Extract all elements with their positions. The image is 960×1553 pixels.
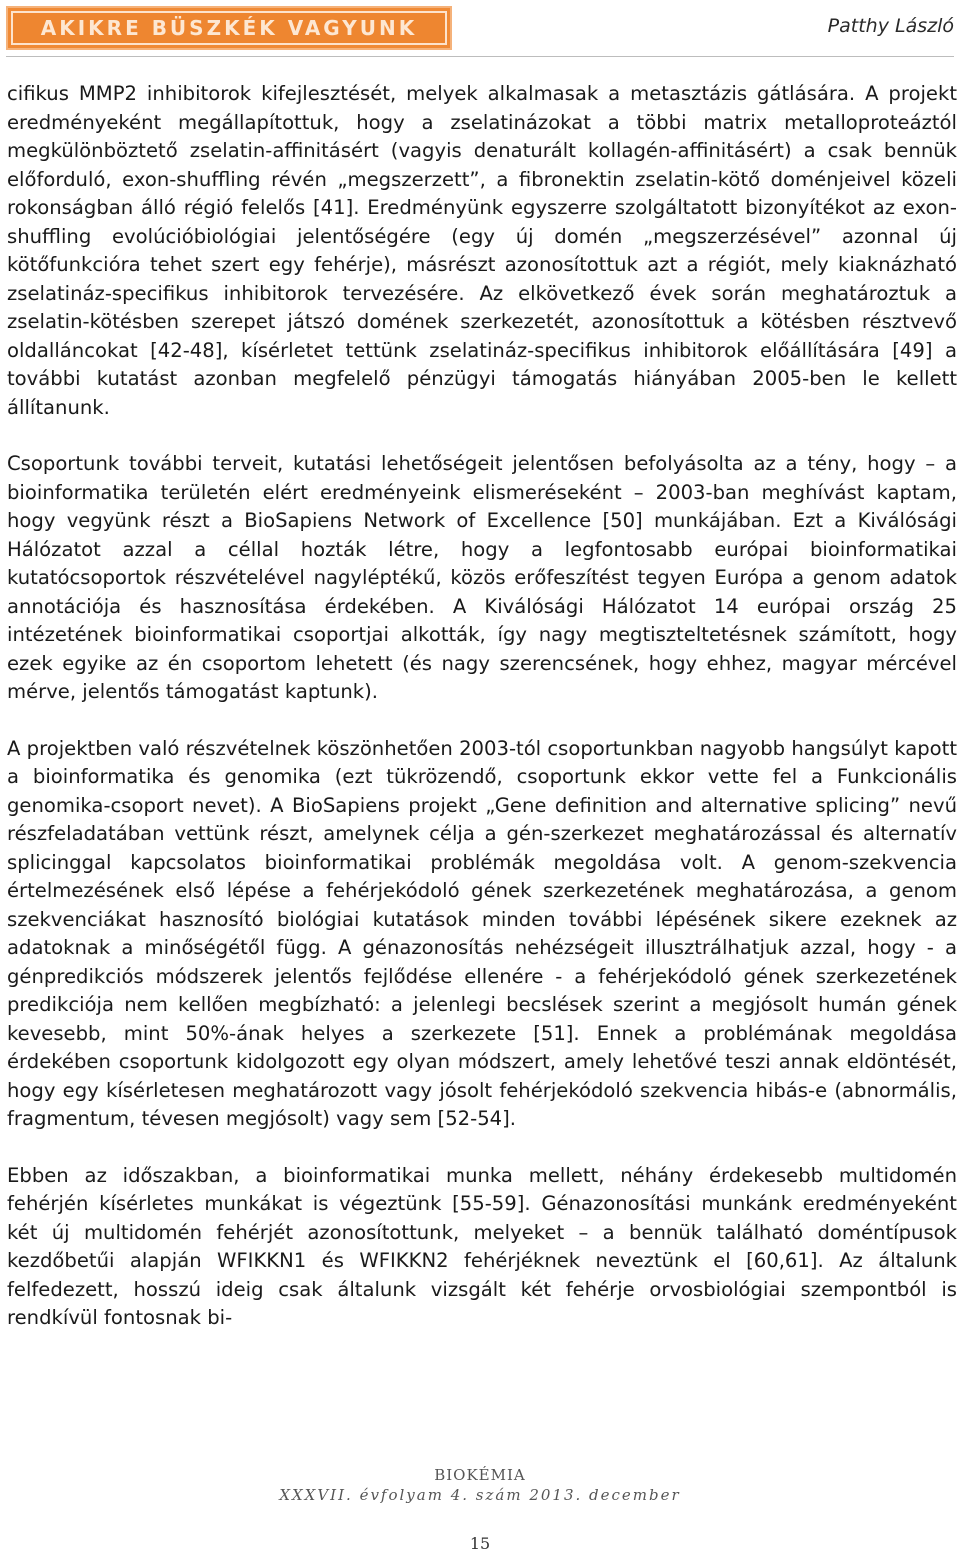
- journal-issue: XXXVII. évfolyam 4. szám 2013. december: [279, 1486, 681, 1504]
- section-badge-frame: [11, 11, 447, 45]
- author-name: Patthy László: [827, 15, 954, 37]
- section-badge: [6, 6, 452, 50]
- paragraph-3: A projektben való részvételnek köszönhetően 2003-tól csoportunkban nagyobb hangsúlyt kapott a bioinformatika és genomika (ezt tükrözendő, csoportunk ekkor vette fel a Funkcionális genomika-csoport nevet). A BioSapiens projekt „Gene definition and alternative splicing” nevű részfeladatában vettünk részt, amelynek célja a gén-szerkezet meghatározással és alternatív splicinggal kapcsolatos bioinformatikai problémák megoldása volt. A genom-szekvencia értelmezésének első lépése a fehérjekódoló gének szerkezetének meghatározása, a genom szekvenciákat hasznosító biológiai kutatások minden további lépésének sikere ezeknek az adatoknak a minőségétől függ. A génazonosítás nehézségeit illusztrálhatjuk azzal, hogy - a génpredikciós módszerek jelentős fejlődése ellenére - a fehérjekódoló gének szerkezetének predikciója nem kellően megbízható: a jelenlegi becslések szerint a megjósolt humán gének kevesebb, mint 50%-ának helyes a szerkezete [51]. Ennek a problémának megoldása érdekében csoportunk kidolgozott egy olyan módszert, amely lehetővé teszi annak eldöntését, hogy egy kísérletesen meghatározott vagy jósolt fehérjekódoló szekvencia hibás-e (abnormális, fragmentum, tévesen megjósolt) vagy sem [52-54].: [7, 736, 957, 1130]
- paragraph-2: Csoportunk további terveit, kutatási lehetőségeit jelentősen befolyásolta az a tény, hogy – a bioinformatika területén elért eredményeink elismeréseként – 2003-ban meghívást kaptam, hogy vegyünk részt a BioSapiens Network of Excellence [50] munkájában. Ezt a Kiválósági Hálózatot azzal a céllal hozták létre, hogy a legfontosabb európai bioinformatikai kutatócsoportok részvételével nagyléptékű, közös erőfeszítést tegyen Európa a genom adatok annotációja és hasznosítása érdekében. A Kiválósági Hálózatot 14 európai ország 25 intézetének bioinformatikai csoportjai alkották, így nagy megtiszteltetésnek számított, hogy ezek egyike az én csoportom lehetett (és nagy szerencsének, hogy ehhez, magyar mércével mérve, jelentős támogatást kaptunk).: [7, 452, 957, 703]
- journal-name: BIOKÉMIA: [434, 1466, 526, 1484]
- page-number: 15: [469, 1534, 491, 1553]
- section-title: AKIKRE BÜSZKÉK VAGYUNK: [40, 16, 418, 40]
- paragraph-4: Ebben az időszakban, a bioinformatikai munka mellett, néhány érdekesebb multidomén fehérjén kísérletes munkákat is végeztünk [55-59]. Génazonosítási munkánk eredményeként két új multidomén fehérjét azonosítottunk, melyeket – a bennük található doméntípusok kezdőbetűi alapján WFIKKN1 és WFIKKN2 fehérjéknek neveztünk el [60,61]. Az általunk felfedezett, hosszú ideig csak általunk vizsgált két fehérje orvosbiológiai szempontból is rendkívül fontosnak bi-: [7, 1163, 957, 1329]
- article-body: [7, 80, 957, 1361]
- paragraph-1: cifikus MMP2 inhibitorok kifejlesztését, melyek alkalmasak a metasztázis gátlására. A projekt eredményeként megállapítottuk, hogy a zselatinázokat a többi matrix metalloproteáztól megkülönböztető zselatin-affinitásért (vagyis denaturált kollagén-affinitásért) a csak bennük előforduló, exon-shuffling révén „megszerzett”, a fibronektin zselatin-kötő doménjeivel közeli rokonságban álló régió felelős [41]. Eredményünk egyszerre szolgáltatott bizonyítékot az exon-shuffling evolúcióbiológiai jelentőségére (egy új domén „megszerzésével” azonnal új kötőfunkcióra tehet szert egy fehérje), másrészt azonosítottuk azt a régiót, mely kiaknázható zselatináz-specifikus inhibitorok tervezésére. Az elkövetkező évek során meghatároztuk a zselatin-kötésben szerepet játszó domének szerkezetét, azonosítottuk a kötésben résztvevő oldalláncokat [42-48], kísérletet tettünk zselatináz-specifikus inhibitorok előállítására [49] a további kutatást azonban megfelelő pénzügyi támogatás hiányában 2005-ben le kellett állítanunk.: [7, 82, 957, 419]
